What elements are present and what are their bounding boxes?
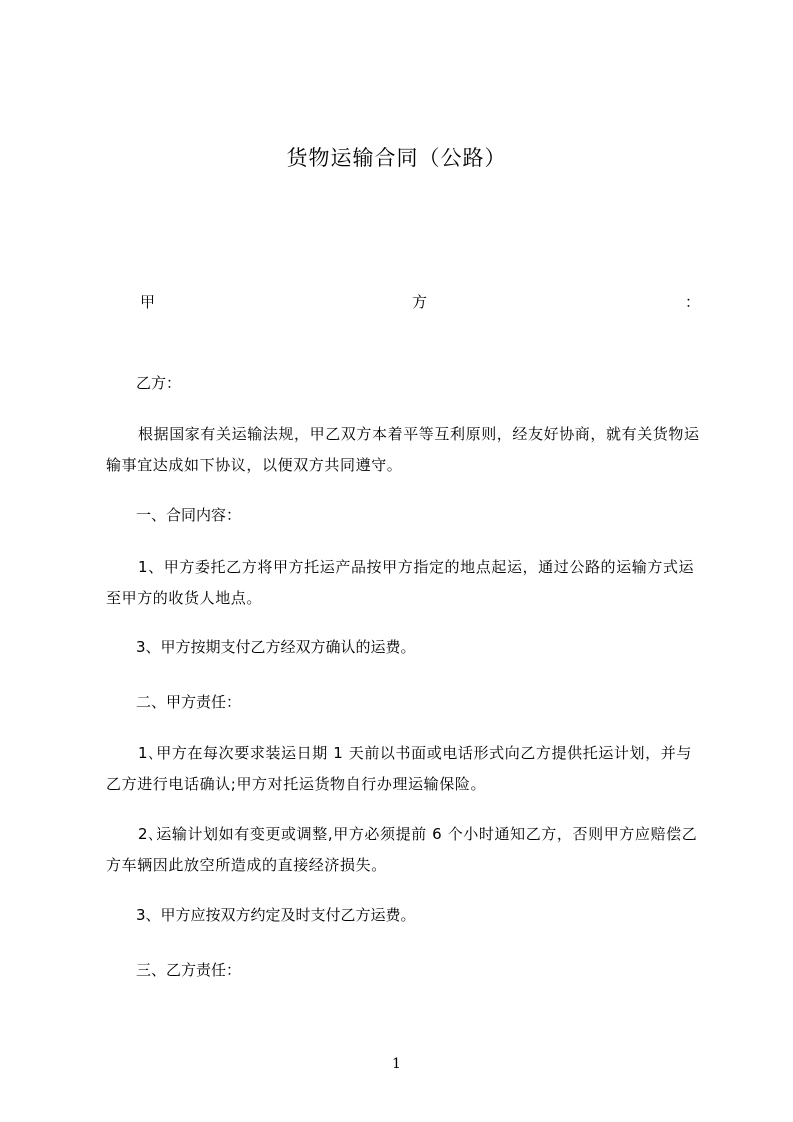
party-a-line [140,291,701,313]
party-a-char-2: 方 [412,293,428,311]
intro-paragraph: 根据国家有关运输法规，甲乙双方本着平等互利原则，经友好协商，就有关货物运输事宜达成如下协议，以便双方共同遵守。 [106,425,700,474]
section-2-item-2: 2､运输计划如有变更或调整,甲方必须提前 6 个小时通知乙方，否则甲方应赔偿乙方车辆因此放空所造成的直接经济损失。 [106,825,698,874]
page-number: 1 [392,1056,401,1072]
section-2-heading: 二、甲方责任： [136,693,242,711]
party-b-line: 乙方： [136,374,182,392]
party-a-char-1: 甲 [140,293,156,311]
section-2-item-1: 1､甲方在每次要求装运日期 1 天前以书面或电话形式向乙方提供托运计划，并与乙方进行电话确认;甲方对托运货物自行办理运输保险。 [106,744,692,793]
section-1-item-3: 3、甲方按期支付乙方经双方确认的运费。 [136,638,416,656]
section-2-item-3: 3、甲方应按双方约定及时支付乙方运费。 [136,906,416,924]
document-title: 货物运输合同（公路） [286,146,507,170]
party-a-colon: ： [685,293,701,311]
section-1-item-1: 1、甲方委托乙方将甲方托运产品按甲方指定的地点起运，通过公路的运输方式运至甲方的收货人地点。 [106,558,695,607]
section-1-heading: 一、合同内容： [136,506,242,524]
section-3-heading: 三、乙方责任： [136,961,242,979]
